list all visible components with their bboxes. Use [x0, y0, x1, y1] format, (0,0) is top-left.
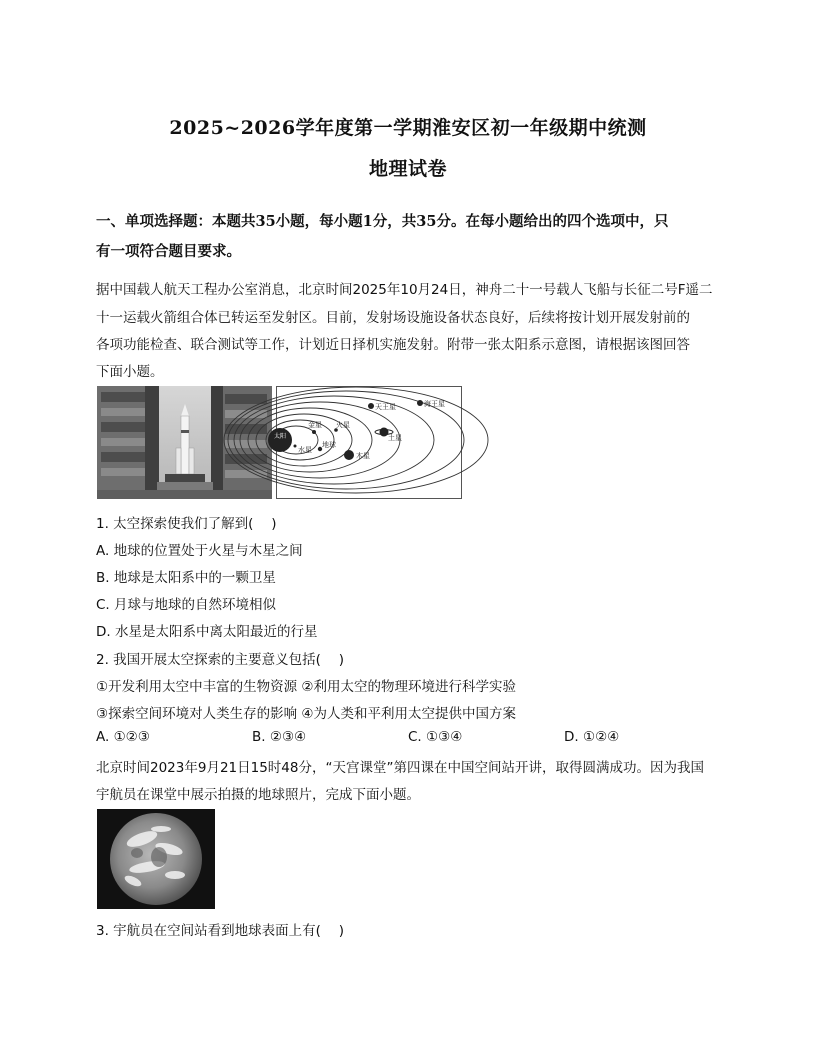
- sun-icon: [268, 428, 292, 452]
- passage2-line-1: 北京时间2023年9月21日15时48分，“天宫课堂”第四课在中国空间站开讲，取得圆满成功。因为我国: [96, 760, 704, 776]
- rocket-launch-photo: [97, 386, 272, 499]
- solar-system-diagram: [276, 386, 462, 499]
- planet-label-uranus: 天王星: [375, 403, 396, 411]
- q2-option-d[interactable]: D. ①②④: [564, 729, 620, 745]
- planet-label-earth: 地球: [322, 441, 336, 449]
- passage1-line-4: 下面小题。: [96, 364, 164, 380]
- planet-label-mercury: 水星: [298, 446, 312, 454]
- section-heading-line-2: 有一项符合题目要求。: [96, 243, 241, 260]
- q2-statement-1: ①开发利用太空中丰富的生物资源 ②利用太空的物理环境进行科学实验: [96, 679, 516, 695]
- passage1-line-1: 据中国载人航天工程办公室消息，北京时间2025年10月24日，神舟二十一号载人飞船与长征二号F遥二: [96, 282, 713, 298]
- q1-stem: 1. 太空探索使我们了解到( ): [96, 516, 277, 532]
- passage1-line-3: 各项功能检查、联合测试等工作，计划近日择机实施发射。附带一张太阳系示意图，请根据该图回答: [96, 337, 690, 353]
- section-heading: [96, 207, 726, 267]
- earth-photo: [97, 809, 215, 909]
- q1-option-d[interactable]: D. 水星是太阳系中离太阳最近的行星: [96, 624, 318, 640]
- q2-option-a[interactable]: A. ①②③: [96, 729, 150, 745]
- planet-label-venus: 金星: [308, 421, 322, 429]
- exam-subtitle: 地理试卷: [368, 158, 447, 180]
- q1-option-a[interactable]: A. 地球的位置处于火星与木星之间: [96, 543, 303, 559]
- planet-label-neptune: 海王星: [424, 400, 445, 408]
- passage1-line-2: 十一运载火箭组合体已转运至发射区。目前，发射场设施设备状态良好，后续将按计划开展发射前的: [96, 310, 690, 326]
- planet-label-jupiter: 木星: [356, 452, 370, 460]
- q1-option-b[interactable]: B. 地球是太阳系中的一颗卫星: [96, 570, 276, 586]
- exam-title: 2025~2026学年度第一学期淮安区初一年级期中统测: [169, 117, 647, 139]
- q1-option-c[interactable]: C. 月球与地球的自然环境相似: [96, 597, 277, 613]
- section-heading-line-1: 一、单项选择题：本题共35小题，每小题1分，共35分。在每小题给出的四个选项中，只: [96, 213, 669, 230]
- sun-label: 太阳: [274, 433, 287, 440]
- q2-statement-2: ③探索空间环境对人类生存的影响 ④为人类和平利用太空提供中国方案: [96, 706, 516, 722]
- q2-option-c[interactable]: C. ①③④: [408, 729, 463, 745]
- passage2-line-2: 宇航员在课堂中展示拍摄的地球照片，完成下面小题。: [96, 787, 420, 803]
- q2-option-b[interactable]: B. ②③④: [252, 729, 307, 745]
- q2-stem: 2. 我国开展太空探索的主要意义包括( ): [96, 652, 344, 668]
- planet-label-saturn: 土星: [388, 434, 402, 442]
- q3-stem: 3. 宇航员在空间站看到地球表面上有( ): [96, 923, 344, 939]
- planet-label-mars: 火星: [336, 421, 350, 429]
